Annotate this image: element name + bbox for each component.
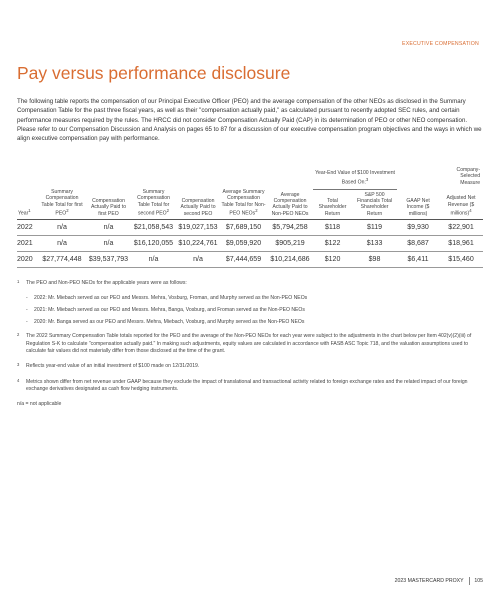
footnote-1 [17,280,483,287]
year-cell: 2020 [17,251,38,267]
footnote-1-item: - 2021: Mr. Miebach served as our PEO and Messrs. Mehra, Banga, Vosburg, and Froman served as the Non-PEO NEOs [26,307,305,314]
footnote-1-item: - 2020: Mr. Banga served as our PEO and Messrs. Mehra, Miebach, Vosburg, and Murphy served as the Non-PEO NEOs [26,319,305,326]
column-header: Compensation Actually Paid to second PEO [176,189,220,219]
table-cell: $39,537,793 [86,251,131,267]
column-header: Summary Compensation Table Total for first PEO$^2$ [38,189,86,219]
footer-document-title: 2023 MASTERCARD PROXY [394,578,464,584]
table-cell: $27,774,448 [38,251,86,267]
table-cell: $10,224,761 [176,235,220,251]
section-label: EXECUTIVE COMPENSATION [402,41,479,47]
table-cell: $120 [313,251,352,267]
footnote-text: Reflects year-end value of an initial investment of $100 made on 12/31/2019. [26,363,200,370]
year-cell: 2021 [17,235,38,251]
footnote-text: The PEO and Non-PEO NEOs for the applicable years were as follows: [26,280,187,286]
table-cell: n/a [38,235,86,251]
table-cell: $8,687 [397,235,439,251]
table-cell: $7,444,659 [220,251,267,267]
bullet-marker: - [26,307,28,314]
column-header: Total Shareholder Return [313,189,352,219]
table-cell: $905,219 [267,235,313,251]
column-header: S&P 500 Financials Total Shareholder Return [352,189,397,219]
page-number: 105 [474,578,483,584]
table-row [17,235,483,251]
table-cell: $5,794,258 [267,219,313,235]
bullet-marker: - [26,319,28,326]
footnotes [17,280,483,408]
table-row [17,219,483,235]
column-header: Average Summary Compensation Table Total for Non-PEO NEOs$^2$ [220,189,267,219]
intro-paragraph: The following table reports the compensation of our Principal Executive Officer (PEO) and the average compensation of the other NEOs as disclosed in the Summary Compensation Table for the past three fiscal years, as well as their "compensation actually paid," as calculated pursuant to recently adopted SEC rules, and certain performance measures required by the rules. The HRCC did not consider Compensation Actually Paid (CAP) in its determination of PEO or other NEO compensation. Please refer to our Compensation Discussion and Analysis on pages 65 to 87 for a discussion of our executive compensation program objectives and the ways in which we align executive compensation pay with performance. [17,98,482,143]
footnote-number: 1 [17,279,20,284]
table-cell: $18,961 [439,235,483,251]
table-cell: $122 [313,235,352,251]
column-header: Summary Compensation Table Total for second PEO$^2$ [131,189,176,219]
table-cell: $9,930 [397,219,439,235]
footnote-number: 3 [17,362,20,368]
table-cell: $7,689,150 [220,219,267,235]
year-cell: 2022 [17,219,38,235]
table-cell: $119 [352,219,397,235]
table-cell: $118 [313,219,352,235]
table-cell: $98 [352,251,397,267]
footnote-number: 4 [17,377,20,383]
column-header: Year$^1$ [17,189,38,219]
table-cell: n/a [86,235,131,251]
header-spacer [397,167,439,189]
footnote-text: Metrics shown differ from net revenue under GAAP because they exclude the impact of translational and transactional activity related to foreign exchange rates and the related impact of our foreign exchange derivatives designated as cash flow hedging instruments. [26,378,468,392]
header-spacer [17,167,313,189]
table-cell: $21,058,543 [131,219,176,235]
footnote-4 [17,379,483,394]
table-cell: n/a [176,251,220,267]
footnote-1-item: - 2022: Mr. Miebach served as our PEO and Messrs. Mehra, Vosburg, Froman, and Murphy served as the Non-PEO NEOs [26,295,308,302]
footer-divider [469,577,470,585]
tsr-group-header: Year-End Value of $100 Investment Based On:$^3$ [313,167,397,189]
column-header: GAAP Net Income ($ millions) [397,189,439,219]
footnote-3 [17,363,483,370]
table-cell: n/a [38,219,86,235]
table-cell: $15,460 [439,251,483,267]
table-cell: $6,411 [397,251,439,267]
column-header: Adjusted Net Revenue ($ millions)$^4$ [439,189,483,219]
na-note: n/a = not applicable [17,401,62,408]
column-header-row [17,189,483,219]
footnote-2 [17,333,483,355]
table-cell: n/a [131,251,176,267]
table-cell: $10,214,686 [267,251,313,267]
table-cell: $133 [352,235,397,251]
page-title: Pay versus performance disclosure [17,63,291,83]
column-header: Average Compensation Actually Paid to Non-PEO NEOs [267,189,313,219]
pay-versus-performance-table [17,167,483,268]
table-cell: n/a [86,219,131,235]
table-cell: $22,901 [439,219,483,235]
footnote-text: The 2022 Summary Compensation Table totals reported for the PEO and the average of the Non-PEO NEOs for each year were subject to the adjustments in the chart below per Item 402(v)(2)(iii) of Regulation S-K to calculate "compensation actually paid." In making such adjustments, equity values are calculated in accordance with FASB ASC Topic 718, and the valuation assumptions used to calculate fair values did not materially differ from those disclosed at the time of the grant. [26,333,472,354]
column-header: Compensation Actually Paid to first PEO [86,189,131,219]
table-row [17,251,483,267]
table-cell: $19,027,153 [176,219,220,235]
company-selected-measure-header: Company-Selected Measure [456,167,481,186]
table-cell: $16,120,055 [131,235,176,251]
page-footer [395,577,483,585]
table-cell: $9,059,920 [220,235,267,251]
bullet-marker: - [26,295,28,302]
footnote-number: 2 [17,332,20,338]
